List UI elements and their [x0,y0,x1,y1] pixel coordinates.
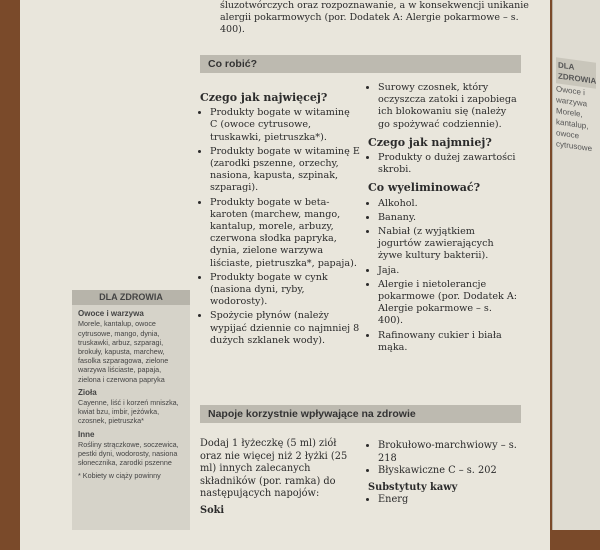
right-column [368,82,518,356]
list-item: • Energ [378,494,518,507]
right-page-title: DLA ZDROWIA [556,57,596,89]
substytuty-list [368,494,518,507]
napoje-text: Dodaj 1 łyżeczkę (5 ml) ziół oraz nie więcej niż 2 łyżki (25 ml) innych zalecanych składników (por. ramka) do następujących napojów: [200,438,348,500]
list-item: • Rafinowany cukier i biała mąka. [378,330,518,354]
list-item: • Surowy czosnek, który oczyszcza zatoki i zapobiega ich blokowaniu się (należy go spożywać codziennie). [378,82,518,131]
right-page-heading: Owoce i warzywa [556,84,588,109]
list-item: • Nabiał (z wyjątkiem jogurtów zawierających żywe kultury bakterii). [378,226,518,263]
list-item: • Błyskawiczne C – s. 202 [378,465,518,478]
substytuty-heading: Substytuty kawy [368,481,458,493]
sidebar-title: DLA ZDROWIA [72,290,190,305]
napoje-right-column [368,440,518,507]
list-item: • Jaja. [378,265,518,277]
left-column [200,92,360,349]
sidebar-section-heading: Zioła [78,387,97,397]
sidebar-section-heading: Inne [78,429,95,439]
sidebar-section-heading: Owoce i warzywa [78,309,144,319]
section-napoje-header [200,405,521,423]
list-item: • Produkty bogate w beta-karoten (marchew, mango, kantalup, morele, arbuzy, czerwona słodka papryka, dynia, zielone warzywa liściaste, pietruszka*, papaja). [210,197,360,270]
right-list-2 [368,198,518,354]
column-heading: Czego jak najwięcej? [200,91,328,104]
list-item: • Alergie i nietolerancje pokarmowe (por. Dodatek A: Alergie pokarmowe – s. 400). [378,279,518,328]
column-heading: Co wyeliminować? [368,181,481,195]
napoje-left-column [200,438,355,518]
right-list-1 [368,152,518,176]
list-item: • Produkty bogate w cynk (nasiona dyni, ryby, wodorosty). [210,272,360,309]
top-paragraph [220,0,530,36]
napoje-list [368,440,518,478]
section-title: Co robić? [208,58,257,70]
section-title: Napoje korzystnie wpływające na zdrowie [208,408,416,420]
sidebar-section-text: Rośliny strączkowe, soczewica, pestki dyni, wodorosty, nasiona słonecznika, zarodki pszenne [78,439,179,468]
sidebar-section-text: Cayenne, liść i korzeń mniszka, kwiat bzu, imbir, jeżówka, czosnek, pietruszka* [78,398,179,426]
left-list [200,107,360,347]
list-item: • Banany. [378,212,518,224]
section-co-robic-header [200,55,521,73]
top-line: alergii pokarmowych (por. Dodatek A: Alergie pokarmowe – s. 400). [220,12,519,35]
list-item: • Produkty bogate w witaminę E (zarodki pszenne, orzechy, nasiona, kapusta, szpinak, szparagi). [210,146,360,195]
right-first-list [368,82,518,131]
column-heading: Czego jak najmniej? [368,135,492,149]
right-page-text: Morele, kantalup, owoce cytrusowe [556,106,593,154]
list-item: • Alkohol. [378,198,518,210]
right-page-sidebar [556,57,596,155]
sidebar-section-text: Morele, kantalup, owoce cytrusowe, mango, dynia, truskawki, arbuz, szparagi, brokuły, kapusta, marchew, fasolka szparagowa, zielone warzywa liściaste, papaja, zielona i czerwona papryka [78,319,169,384]
napoje-cut-heading: Soki [200,504,225,516]
sidebar-footnote: * Kobiety w ciąży powinny [78,471,161,481]
list-item: • Brokułowo-marchwiowy – s. 218 [378,440,518,465]
list-item: • Produkty bogate w witaminę C (owoce cytrusowe, truskawki, pietruszka*). [210,107,360,144]
list-item: • Spożycie płynów (należy wypijać dziennie co najmniej 8 dużych szklanek wody). [210,310,360,347]
sidebar-box [72,290,190,530]
list-item: • Produkty o dużej zawartości skrobi. [378,152,518,176]
top-line: śluzotwórczych oraz rozpoznawanie, a w konsekwencji unikanie [220,0,529,11]
